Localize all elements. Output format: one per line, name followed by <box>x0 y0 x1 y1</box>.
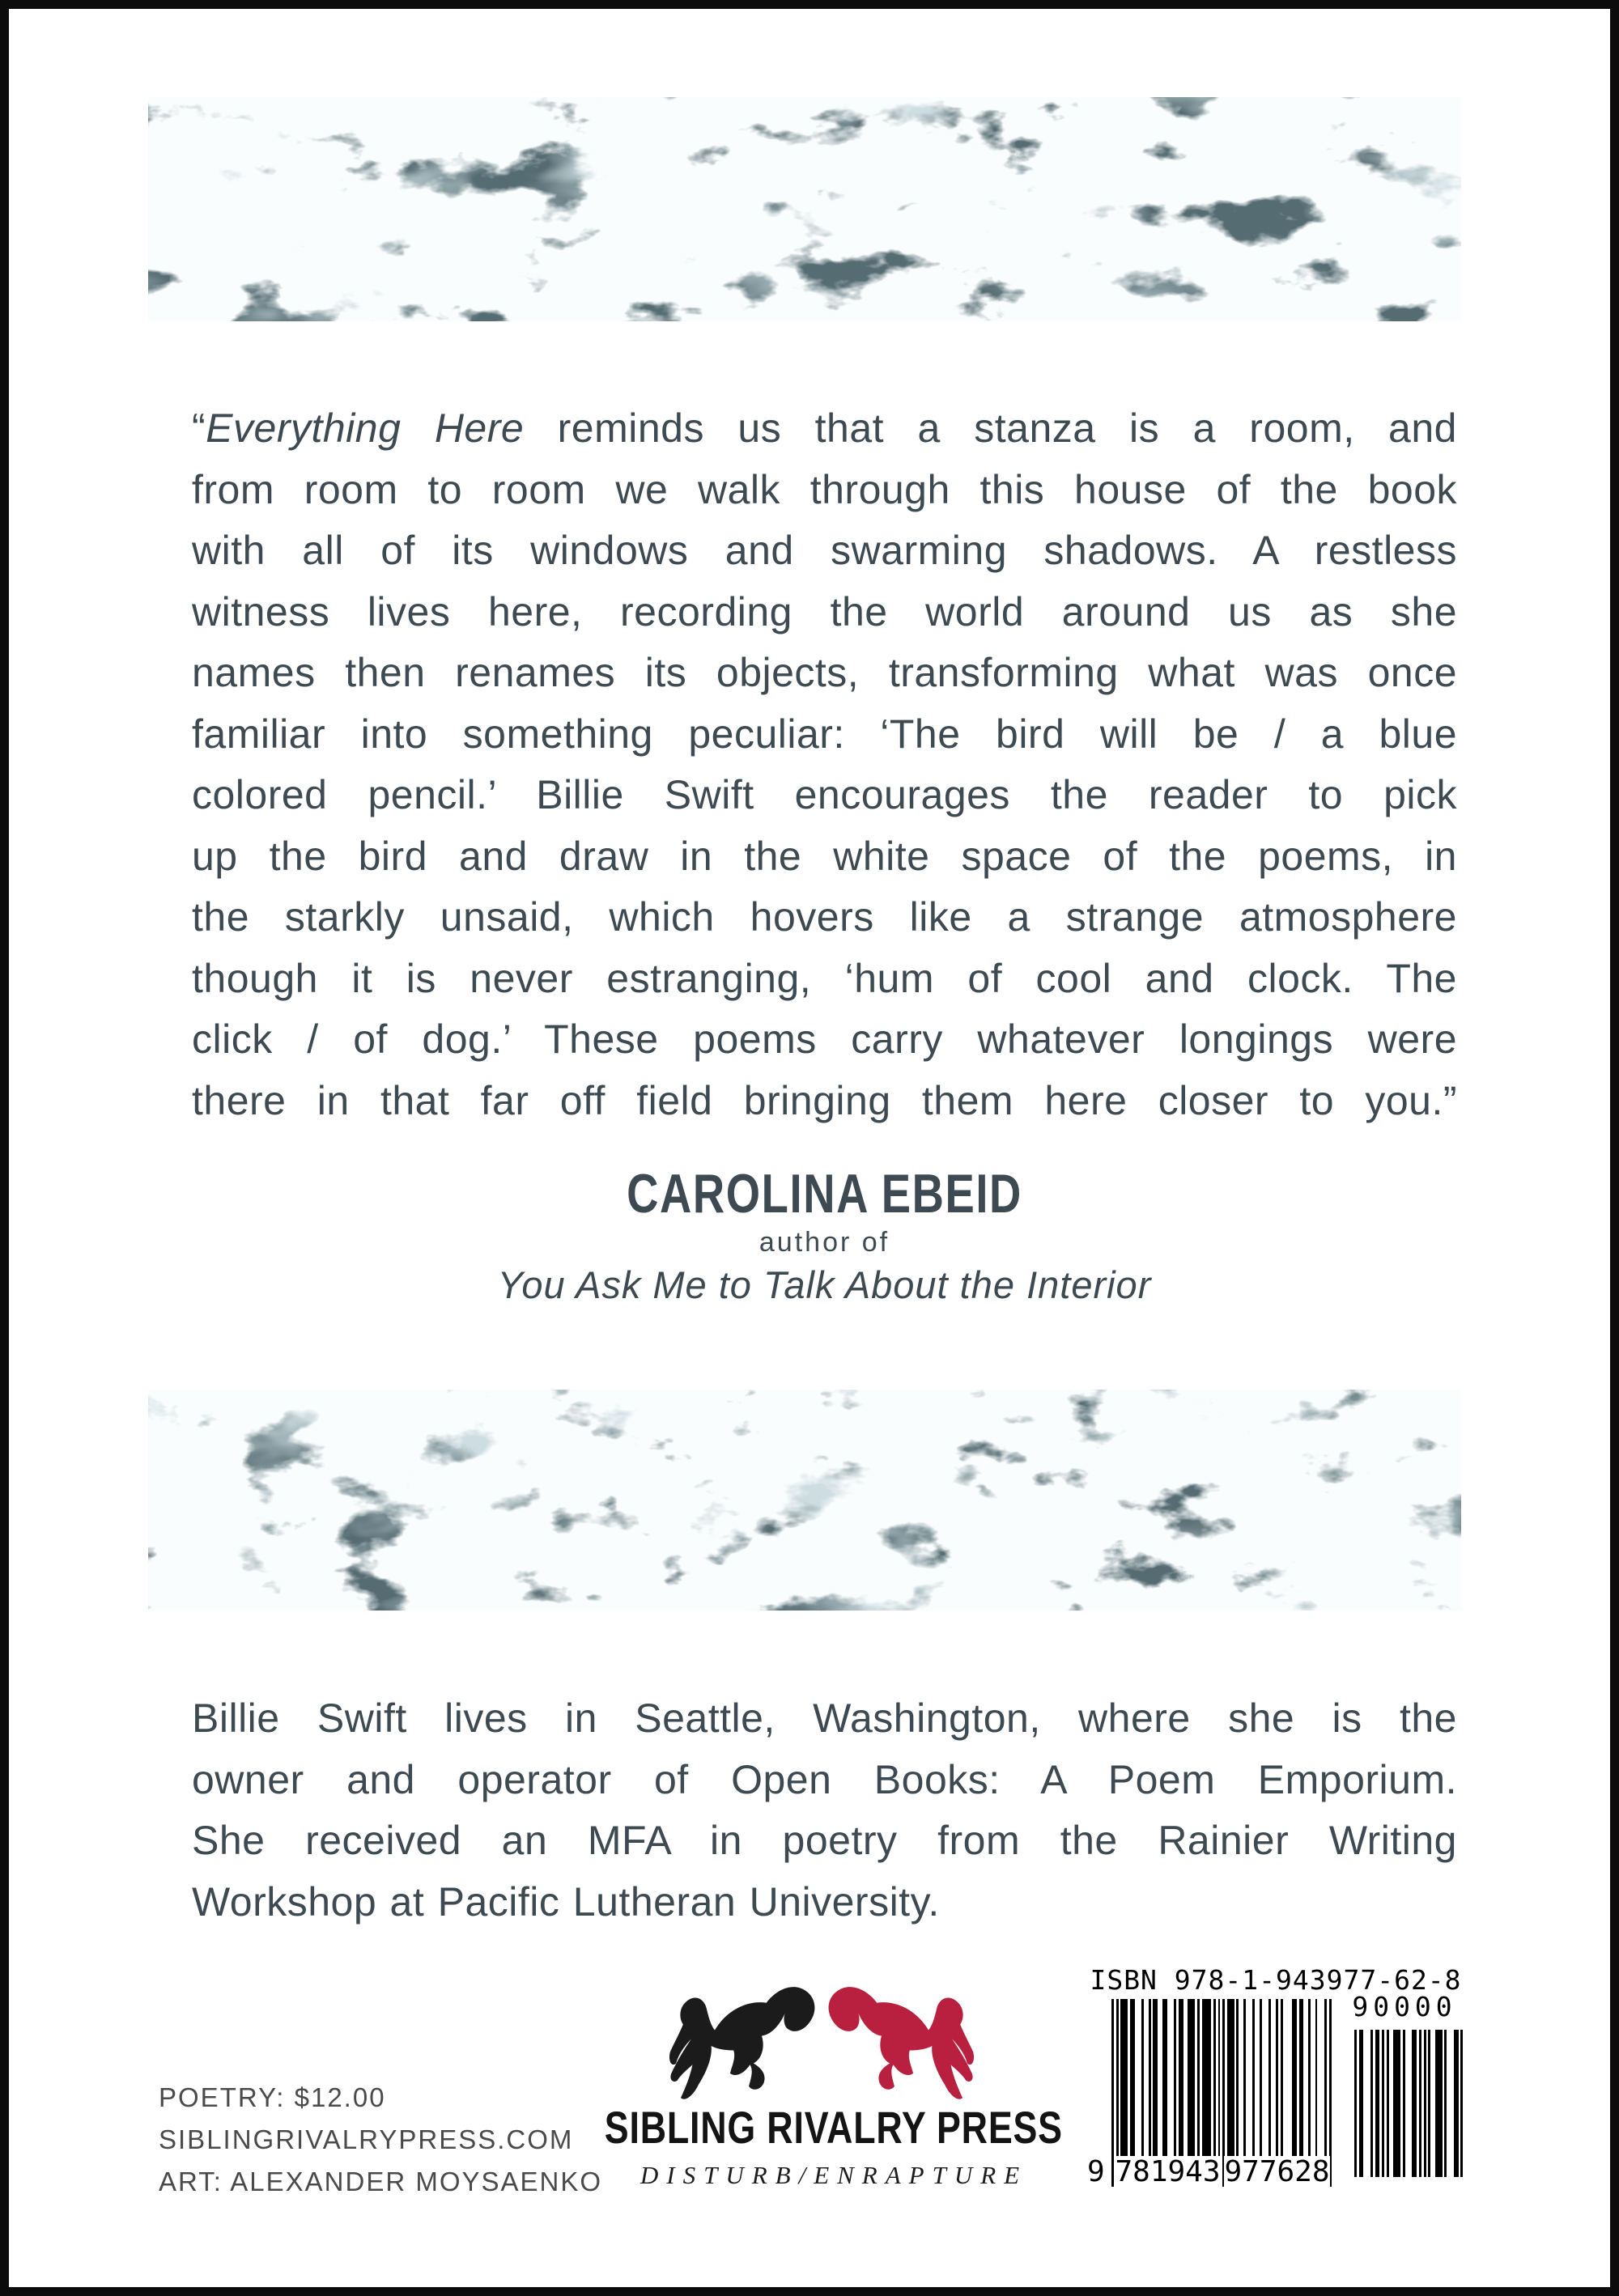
quote-line: witness lives here, recording the world around us as she <box>192 588 1457 634</box>
category-price: POETRY: $12.00 <box>159 2082 386 2112</box>
quote-line-text: reminds us that a stanza is a room, and <box>524 405 1457 451</box>
publisher-website: SIBLINGRIVALRYPRESS.COM <box>159 2124 574 2154</box>
art-credit: ART: ALEXANDER MOYSAENKO <box>159 2167 603 2196</box>
quoted-book-title: Everything Here <box>206 405 525 451</box>
quote-line: click / of dog.’ These poems carry whatever longings were <box>192 1016 1457 1062</box>
bio-line: Billie Swift lives in Seattle, Washington, where she is the <box>192 1695 1457 1741</box>
quote-line: though it is never estranging, ‘hum of cool and clock. The <box>192 955 1457 1001</box>
bio-line: Workshop at Pacific Lutheran University. <box>192 1878 940 1925</box>
price-code: 90000 <box>1352 1991 1457 2022</box>
open-quote: “ <box>192 405 206 451</box>
publisher-tagline: DISTURB/ENRAPTURE <box>640 2161 1028 2189</box>
ocean-photo-strip-top <box>148 97 1461 321</box>
ean13-digits-right: 977628 <box>1224 2155 1330 2188</box>
quote-line: names then renames its objects, transforming what was once <box>192 650 1457 695</box>
horses-logo <box>668 1981 975 2104</box>
quote-line: up the bird and draw in the white space of the poems, in <box>192 833 1457 879</box>
author-bio <box>192 1688 1457 1933</box>
blurb-quote <box>192 398 1457 1131</box>
ocean-photo-strip-bottom <box>148 1390 1461 1611</box>
ean5-bars <box>1352 2030 1463 2177</box>
ean13-lead-digit: 9 <box>1087 2155 1105 2188</box>
quote-line: there in that far off field bringing them here closer to you.” <box>192 1077 1457 1123</box>
quote-line: with all of its windows and swarming shadows. A restless <box>192 528 1457 573</box>
ean13-digits-left: 781943 <box>1115 2155 1221 2188</box>
blurb-author-work-title: You Ask Me to Talk About the Interior <box>497 1263 1152 1306</box>
quote-line: from room to room we walk through this house of the book <box>192 466 1457 512</box>
bio-line: owner and operator of Open Books: A Poem Emporium. <box>192 1756 1457 1802</box>
ean13-barcode <box>1087 1999 1332 2190</box>
quote-line <box>192 398 1457 460</box>
black-horse-icon <box>669 1987 814 2099</box>
bio-line: She received an MFA in poetry from the Rainier Writing <box>192 1818 1457 1863</box>
quote-line: the starkly unsaid, which hovers like a strange atmosphere <box>192 894 1457 940</box>
isbn-number: ISBN 978-1-943977-62-8 <box>1090 1964 1462 1996</box>
blurb-author-role: author of <box>759 1227 890 1258</box>
publisher-name: SIBLING RIVALRY PRESS <box>604 2102 1064 2153</box>
blurb-author-name: CAROLINA EBEID <box>627 1163 1022 1224</box>
quote-line: familiar into something peculiar: ‘The bird will be / a blue <box>192 711 1457 757</box>
quote-line: colored pencil.’ Billie Swift encourages the reader to pick <box>192 772 1457 817</box>
red-horse-icon <box>829 1987 974 2099</box>
ean5-supplement-barcode <box>1352 2030 1464 2177</box>
